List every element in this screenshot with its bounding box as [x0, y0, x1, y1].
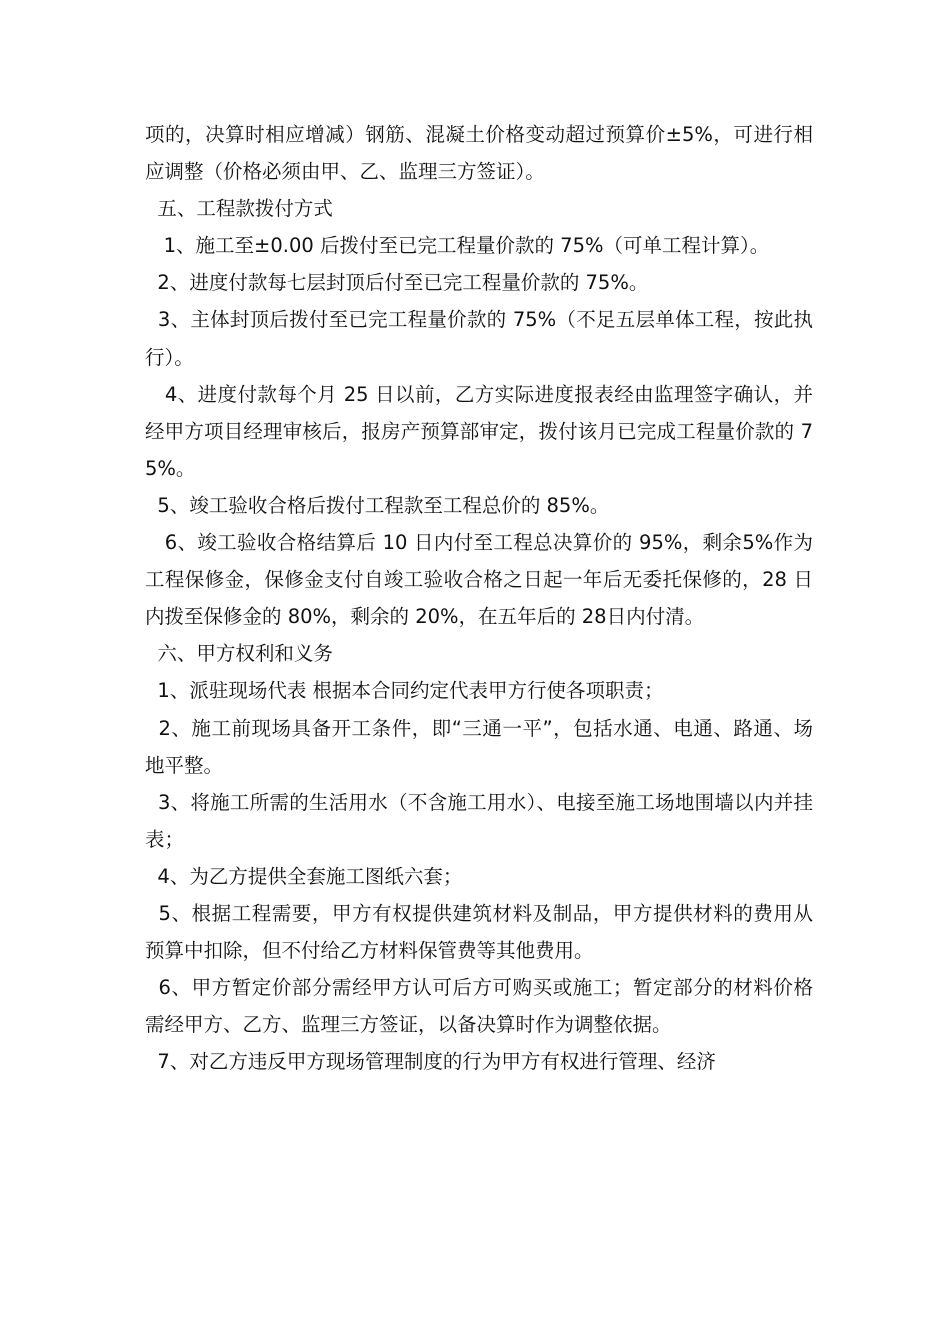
- section-heading: 六、甲方权利和义务: [145, 642, 333, 666]
- paragraph: 1、派驻现场代表 根据本合同约定代表甲方行使各项职责；: [145, 679, 664, 703]
- paragraph: 3、主体封顶后拨付至已完工程量价款的 75%（不足五层单体工程，按此执行）。: [145, 308, 813, 369]
- paragraph: 5、根据工程需要，甲方有权提供建筑材料及制品，甲方提供材料的费用从预算中扣除，但不付给乙方材料保管费等其他费用。: [145, 901, 813, 963]
- paragraph: 1、施工至±0.00 后拨付至已完工程量价款的 75%（可单工程计算）。: [145, 234, 770, 258]
- paragraph: 7、对乙方违反甲方现场管理制度的行为甲方有权进行管理、经济: [145, 1050, 716, 1074]
- paragraph: 5、竣工验收合格后拨付工程款至工程总价的 85%。: [145, 493, 610, 517]
- document-body: [145, 116, 813, 1080]
- paragraph: 2、施工前现场具备开工条件，即“三通一平”，包括水通、电通、路通、场地平整。: [145, 716, 813, 777]
- paragraph: 4、进度付款每个月 25 日以前，乙方实际进度报表经由监理签字确认，并经甲方项目经理审核后，报房产预算部审定，拨付该月已完成工程量价款的 75%。: [145, 382, 813, 480]
- paragraph: 项的，决算时相应增减）钢筋、混凝土价格变动超过预算价±5%，可进行相应调整（价格必须由甲、乙、监理三方签证）。: [145, 123, 813, 184]
- paragraph: 6、竣工验收合格结算后 10 日内付至工程总决算价的 95%，剩余5%作为工程保修金，保修金支付自竣工验收合格之日起一年后无委托保修的，28 日内拨至保修金的 80%，剩余的 20%，在五年后的 28日内付清。: [145, 531, 813, 629]
- paragraph: 3、将施工所需的生活用水（不含施工用水）、电接至施工场地围墙以内并挂表；: [145, 790, 813, 851]
- paragraph: 4、为乙方提供全套施工图纸六套；: [145, 864, 463, 888]
- paragraph: 6、甲方暂定价部分需经甲方认可后方可购买或施工；暂定部分的材料价格需经甲方、乙方、监理三方签证，以备决算时作为调整依据。: [145, 976, 813, 1037]
- section-heading: 五、工程款拨付方式: [145, 197, 333, 221]
- paragraph: 2、进度付款每七层封顶后付至已完工程量价款的 75%。: [145, 271, 649, 295]
